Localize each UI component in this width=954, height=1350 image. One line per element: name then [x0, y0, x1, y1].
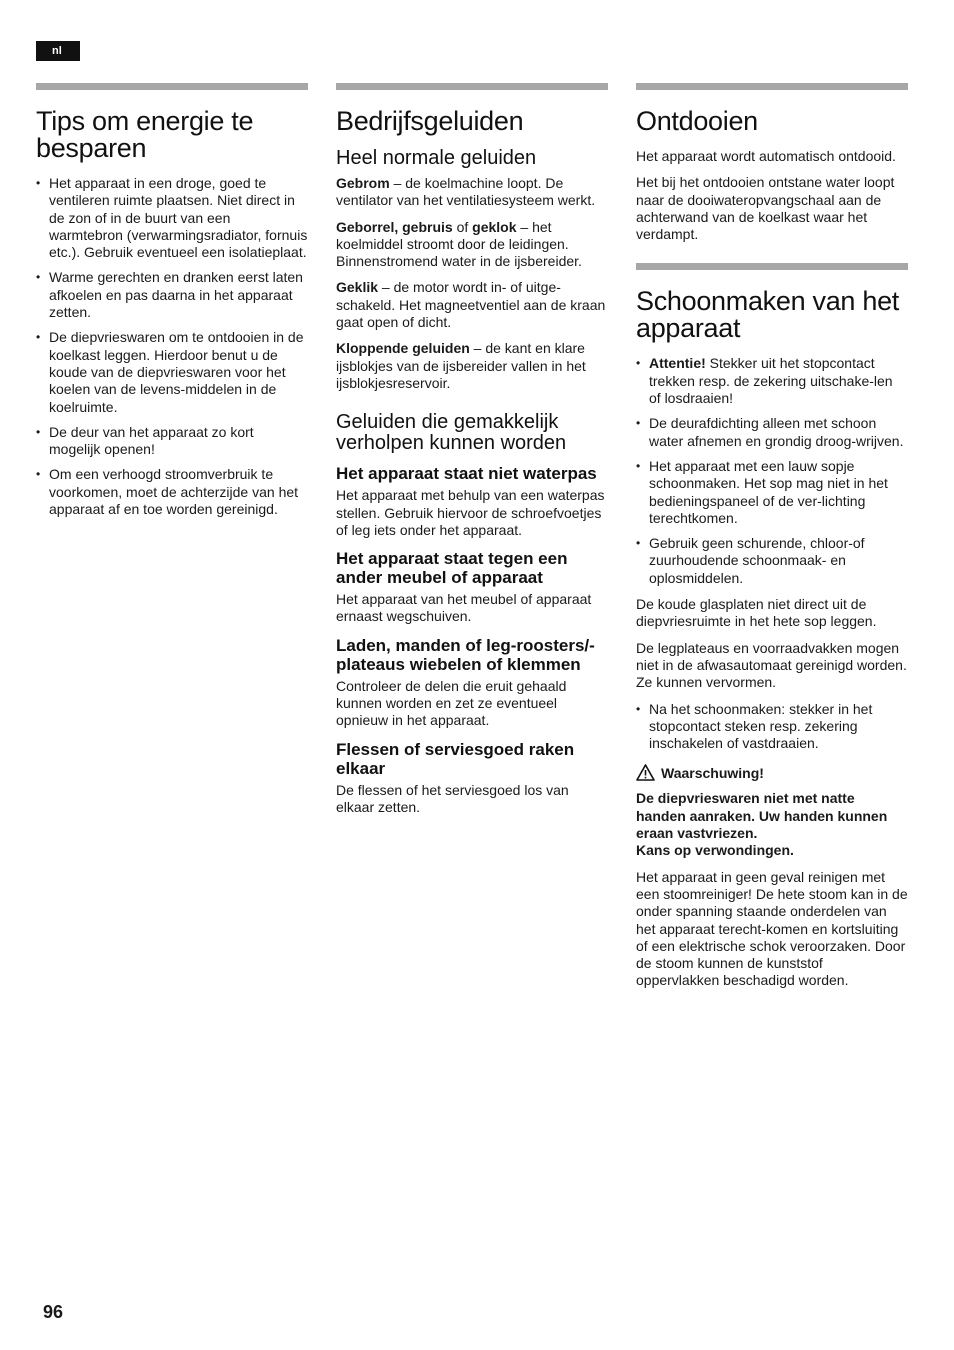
subheading-not-level: Het apparaat staat niet waterpas [336, 464, 597, 484]
warning-text-line: Kans op verwondingen. [636, 842, 794, 859]
term: Geklik [336, 279, 379, 296]
paragraph: Het bij het ontdooien ontstane water loopt naar de dooiwateropvangschaal aan de achterwand van de koelkast waar het verdampt. [636, 174, 895, 243]
paragraph: Het apparaat wordt automatisch ontdooid. [636, 148, 896, 164]
section-rule [636, 263, 908, 270]
paragraph [636, 640, 908, 692]
list-item: • Gebruik geen schurende, chloor-of zuurhoudende schoonmaak- en oplosmiddelen. [636, 535, 908, 587]
paragraph-text: De legplateaus en voorraadvakken mogen niet in de afwasautomaat gereinigd worden. [636, 639, 907, 673]
description: – de kant en klare ijsblokjes van de ijsbereider vallen in het ijsblokjesreservoir. [336, 340, 586, 391]
paragraph: Het apparaat van het meubel of apparaat ernaast wegschuiven. [336, 591, 592, 625]
list-item: • Om een verhoogd stroomverbruik te voorkomen, moet de achterzijde van het apparaat af en toe worden gereinigd. [36, 466, 308, 518]
column-energy-tips [36, 83, 308, 527]
subheading-drawers-wobble: Laden, manden of leg-roosters/-plateaus wiebelen of klemmen [336, 635, 595, 674]
warning-heading [636, 764, 908, 781]
paragraph-text: Ze kunnen vervormen. [636, 674, 777, 691]
connector: of [452, 218, 473, 235]
section-rule [36, 83, 308, 90]
paragraph: Het apparaat in geen geval reinigen met een stoomreiniger! De hete stoom kan in de onder spanning staande onderdelen van het apparaat terecht-komen en kortsluiting of een elektrische schok veroorzaken. Door de stoom kunnen de kunststof oppervlakken beschadigd worden. [636, 868, 908, 989]
list-item: • De deur van het apparaat zo kort mogelijk openen! [36, 424, 308, 459]
attention-label: Attentie! [649, 355, 706, 372]
energy-tips-list [36, 175, 308, 518]
term: geklok [472, 218, 517, 235]
term: Geborrel, gebruis [336, 218, 453, 235]
subheading-bottles-touch: Flessen of serviesgoed raken elkaar [336, 739, 575, 778]
cleaning-list [636, 355, 908, 587]
warning-label: Waarschuwing! [661, 764, 764, 781]
paragraph [336, 175, 608, 210]
column-operating-noises [336, 83, 608, 825]
paragraph: Controleer de delen die eruit gehaald kunnen worden en zet ze eventueel opnieuw in het apparaat. [336, 677, 567, 729]
list-item: • Het apparaat in een droge, goed te ventileren ruimte plaatsen. Niet direct in de zon of in de buurt van een warmtebron (verwarmingsradiator, fornuis etc.). Gebruik eventueel een isolatieplaat. [36, 175, 308, 261]
page-number: 96 [43, 1302, 64, 1322]
heading-defrosting: Ontdooien [636, 106, 758, 136]
list-item: • Het apparaat met een lauw sopje schoonmaken. Het sop mag niet in het bedieningspaneel of de ver-lichting terechtkomen. [636, 458, 908, 527]
description: – de motor wordt in- of uitge-schakeld. Het magneetventiel aan de kraan gaat open of dicht. [336, 279, 606, 331]
list-item-text: Stekker uit het stopcontact trekken resp. de zekering uitschake-len of losdraaien! [649, 355, 893, 407]
warning-triangle-icon [636, 764, 655, 781]
paragraph: Het apparaat met behulp van een waterpas stellen. Gebruik hiervoor de schroefvoetjes of leg iets onder het apparaat. [336, 487, 605, 538]
term: Gebrom [336, 175, 390, 191]
list-item: • Na het schoonmaken: stekker in het stopcontact steken resp. zekering inschakelen of vastdraaien. [636, 701, 908, 753]
description: – het koelmiddel stroomt door de leidingen. Binnenstromend water in de ijsbereider. [336, 218, 582, 270]
section-rule [336, 83, 608, 90]
paragraph [336, 340, 608, 392]
paragraph: De flessen of het serviesgoed los van elkaar zetten. [336, 781, 569, 815]
section-rule [636, 83, 908, 90]
heading-operating-noises: Bedrijfsgeluiden [336, 106, 524, 136]
warning-text-line: De diepvrieswaren niet met natte handen aanraken. Uw handen kunnen eraan vastvriezen. [636, 790, 888, 842]
paragraph: De koude glasplaten niet direct uit de diepvriesruimte in het hete sop leggen. [636, 596, 877, 630]
subheading-fixable-noises: Geluiden die gemakkelijk verholpen kunnen worden [336, 411, 567, 455]
cleaning-list-after [636, 701, 908, 753]
list-item [636, 355, 908, 407]
list-item: • De deurafdichting alleen met schoon water afnemen en grondig droog-wrijven. [636, 415, 908, 450]
subheading-normal-noises: Heel normale geluiden [336, 147, 537, 169]
paragraph [336, 279, 608, 331]
language-tag: nl [36, 41, 80, 61]
paragraph [336, 219, 608, 271]
heading-energy-tips: Tips om energie te besparen [36, 106, 254, 163]
list-item: • De diepvrieswaren om te ontdooien in de koelkast leggen. Hierdoor benut u de koude van de diepvrieswaren voor het koelen van de levens-middelen in de koelruimte. [36, 329, 308, 415]
heading-cleaning: Schoonmaken van het apparaat [636, 286, 899, 344]
description: – de koelmachine loopt. De ventilator van het ventilatiesysteem werkt. [336, 175, 596, 209]
list-item: • Warme gerechten en dranken eerst laten afkoelen en pas daarna in het apparaat zetten. [36, 269, 308, 321]
column-defrost-cleaning [636, 83, 908, 999]
subheading-against-furniture: Het apparaat staat tegen een ander meubel of apparaat [336, 549, 568, 588]
term: Kloppende geluiden [336, 340, 470, 357]
warning-text [636, 790, 908, 859]
